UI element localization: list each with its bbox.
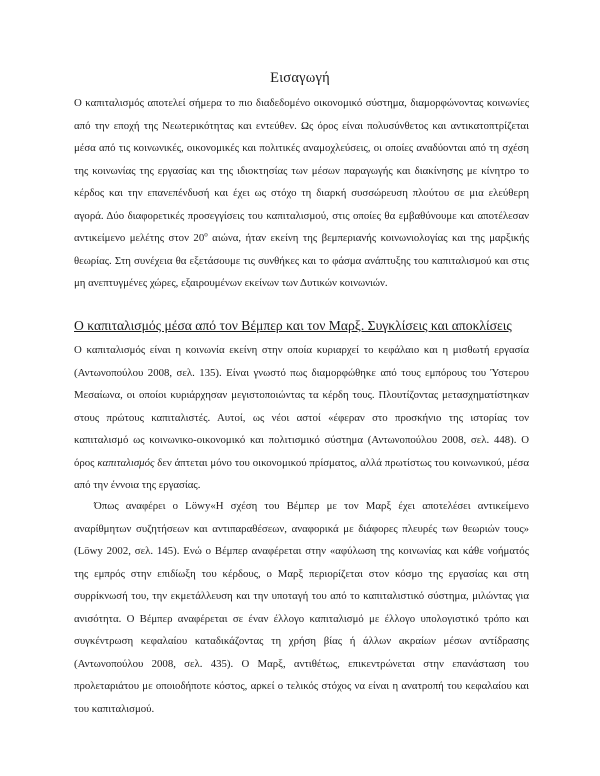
century-superscript: ο <box>204 230 208 239</box>
emphasized-term: καπιταλισμός <box>97 456 155 469</box>
paragraph-text-end: δεν άπτεται μόνο του οικονομικού πρίσματος, αλλά πρωτίστως του κοινωνικού, μέσα από την έννοια της εργασίας. <box>74 456 529 491</box>
paragraph-weber-marx: Όπως αναφέρει ο Löwy«Η σχέση του Βέμπερ με τον Μαρξ έχει αποτελέσει αντικείμενο αναρίθμητων συζητήσεων και αντιπαραθέσεων, αναφορικά με διάφορες πλευρές των θεωριών τους» (Löwy 2002, σελ. 145). Ενώ ο Βέμπερ αναφέρεται στην «αφύλωση της κοινωνίας και κάθε νοήματός της εμπρός στην επιδίωξη του κέρδους, ο Μαρξ περιορίζεται στον κόσμο της εργασίας και στη συρρίκνωσή του, την εκμετάλλευση και την υποταγή του από το καπιταλιστικό σύστημα, μιλώντας για ανισότητα. Ο Βέμπερ αναφέρεται σε έναν έλλογο καπιταλισμό με έλλογο υπολογιστικό τρόπο και συγκέντρωση κεφαλαίου καταδικάζοντας τη χρήση βίας ή άλλων ακραίων μέσων αντίδρασης (Αντωνοπούλου 2008, σελ. 435). Ο Μαρξ, αντιθέτως, επικεντρώνεται στην επανάσταση του προλεταριάτου με οποιοδήποτε κόστος, αρκεί ο τελικός στόχος να είναι η ανατροπή του κεφαλαίου και του καπιταλισμού. <box>74 500 529 715</box>
intro-text-end: αιώνα, ήταν εκείνη της βεμπεριανής κοινωνιολογίας και της μαρξικής θεωρίας. Στη συνέχεια θα εξετάσουμε τις συνθήκες και το φάσμα ανάπτυξης του καπιταλισμού και στις μη ανεπτυγμένες χώρες, εξαιρουμένων εκείνων των Δυτικών κοινωνιών. <box>74 232 529 289</box>
section-heading: Ο καπιταλισμός μέσα από τον Βέμπερ και τον Μαρξ. Συγκλίσεις και αποκλίσεις <box>74 318 512 333</box>
paragraph-text: Ο καπιταλισμός είναι η κοινωνία εκείνη στην οποία κυριαρχεί το κεφάλαιο και η μισθωτή εργασία (Αντωνοπούλου 2008, σελ. 135). Είναι γνωστό πως διαμορφώθηκε από τους εμπόρους του Ύστερου Μεσαίωνα, οι οποίοι κυριάρχησαν μεγιστοποιώντας τα κέρδη τους. Πλουτίζοντας μετασχηματίστηκαν στους πρώτους καπιταλιστές. Αυτοί, ως νέοι αστοί «έφεραν στο προσκήνιο της ιστορίας τον καπιταλισμό ως κοινωνικο-οικονομικό και πολιτισμικό σύστημα (Αντωνοπούλου 2008, σελ. 448). Ο όρος <box>74 344 529 469</box>
document-title: Εισαγωγή <box>270 70 330 86</box>
intro-paragraph <box>74 92 529 295</box>
intro-text: Ο καπιταλισμός αποτελεί σήμερα το πιο διαδεδομένο οικονομικό σύστημα, διαμορφώνοντας κοινωνίες από την εποχή της Νεωτερικότητας και εντεύθεν. Ως όρος είναι πολυσύνθετος και αντικατοπτρίζεται μέσα από τις κοινωνικές, οικονομικές και πολιτικές αναμοχλεύσεις, οι οποίες αναδύονται από τη σχέση της κοινωνίας της εργασίας και της ιδιοκτησίας των μέσων παραγωγής και διακίνησης με κίνητρο το κέρδος και την επανεπένδυσή και έχει ως στόχο τη διαρκή συσσώρευση πλούτου σε μια ελεύθερη αγορά. Δύο διαφορετικές προσεγγίσεις του καπιταλισμού, στις οποίες θα εμβαθύνουμε και αποτέλεσαν αντικείμενο μελέτης στον 20 <box>74 97 529 244</box>
paragraph-capitalism-definition <box>74 339 529 497</box>
